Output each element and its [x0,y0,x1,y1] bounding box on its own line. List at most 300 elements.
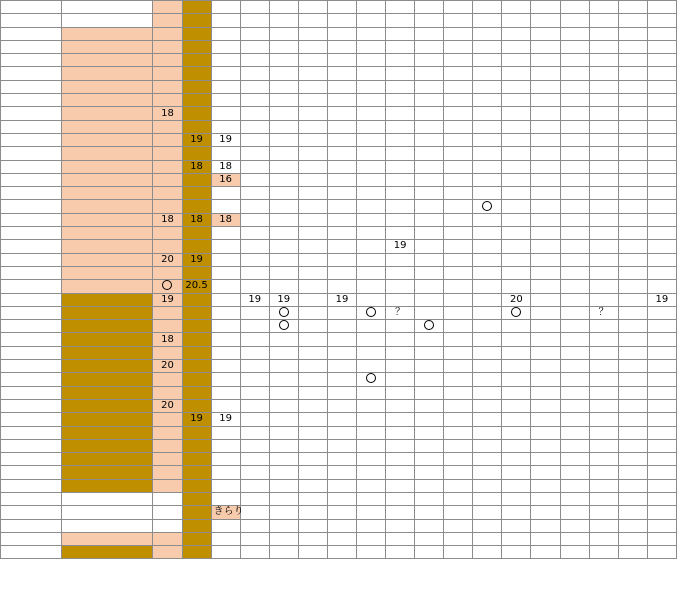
schedule-cell[interactable]: 19 [153,293,182,306]
schedule-cell[interactable] [269,532,298,545]
schedule-cell[interactable] [211,306,240,319]
schedule-cell[interactable] [182,306,211,319]
schedule-cell[interactable] [444,80,473,93]
schedule-cell[interactable] [589,133,618,146]
schedule-cell[interactable] [298,333,327,346]
schedule-cell[interactable] [560,466,589,479]
schedule-cell[interactable] [618,213,647,226]
schedule-cell[interactable] [240,399,269,412]
schedule-cell[interactable] [386,107,415,120]
schedule-cell[interactable] [386,479,415,492]
schedule-cell[interactable] [356,253,385,266]
schedule-cell[interactable] [444,293,473,306]
schedule-cell[interactable] [444,506,473,519]
schedule-cell[interactable] [531,546,560,559]
schedule-cell[interactable] [211,293,240,306]
schedule-cell[interactable] [618,492,647,505]
schedule-cell[interactable] [531,173,560,186]
schedule-cell[interactable] [618,306,647,319]
schedule-cell[interactable] [589,94,618,107]
schedule-cell[interactable] [211,67,240,80]
schedule-cell[interactable] [444,439,473,452]
schedule-cell[interactable] [327,253,356,266]
schedule-cell[interactable] [182,27,211,40]
schedule-cell[interactable] [240,360,269,373]
schedule-cell[interactable] [589,173,618,186]
schedule-cell[interactable] [153,346,182,359]
schedule-cell[interactable] [589,40,618,53]
schedule-cell[interactable] [444,346,473,359]
schedule-cell[interactable] [618,346,647,359]
schedule-cell[interactable] [386,67,415,80]
schedule-cell[interactable] [356,492,385,505]
schedule-cell[interactable] [589,386,618,399]
schedule-cell[interactable] [415,360,444,373]
schedule-cell[interactable] [589,266,618,279]
schedule-cell[interactable] [560,306,589,319]
schedule-cell[interactable] [327,120,356,133]
schedule-cell[interactable] [618,27,647,40]
schedule-cell[interactable] [327,240,356,253]
schedule-cell[interactable] [415,54,444,67]
schedule-cell[interactable] [473,94,502,107]
schedule-cell[interactable] [502,120,531,133]
schedule-cell[interactable] [415,120,444,133]
schedule-cell[interactable] [386,506,415,519]
schedule-cell[interactable] [327,200,356,213]
schedule-cell[interactable] [618,94,647,107]
schedule-cell[interactable] [356,519,385,532]
schedule-cell[interactable] [618,426,647,439]
schedule-cell[interactable] [589,253,618,266]
schedule-cell[interactable] [386,532,415,545]
schedule-cell[interactable] [269,94,298,107]
schedule-cell[interactable] [269,466,298,479]
schedule-cell[interactable] [211,54,240,67]
schedule-cell[interactable] [386,399,415,412]
schedule-cell[interactable] [153,306,182,319]
schedule-cell[interactable] [327,107,356,120]
schedule-cell[interactable] [386,213,415,226]
schedule-cell[interactable] [415,133,444,146]
schedule-cell[interactable] [589,426,618,439]
schedule-cell[interactable] [269,173,298,186]
schedule-cell[interactable] [182,333,211,346]
schedule-cell[interactable] [182,320,211,333]
schedule-cell[interactable] [182,519,211,532]
schedule-cell[interactable] [647,320,676,333]
schedule-cell[interactable] [269,373,298,386]
schedule-cell[interactable] [589,80,618,93]
schedule-cell[interactable] [269,360,298,373]
schedule-cell[interactable] [356,373,385,386]
schedule-cell[interactable] [531,373,560,386]
schedule-cell[interactable] [356,67,385,80]
schedule-cell[interactable] [531,532,560,545]
schedule-cell[interactable] [444,280,473,293]
schedule-cell[interactable] [589,532,618,545]
schedule-cell[interactable] [618,453,647,466]
schedule-cell[interactable] [618,413,647,426]
schedule-cell[interactable] [386,173,415,186]
schedule-cell[interactable] [560,360,589,373]
schedule-cell[interactable] [589,360,618,373]
schedule-cell[interactable]: 18 [182,213,211,226]
schedule-cell[interactable] [386,54,415,67]
schedule-cell[interactable] [444,133,473,146]
schedule-cell[interactable] [153,373,182,386]
schedule-cell[interactable] [618,200,647,213]
schedule-cell[interactable] [531,54,560,67]
schedule-cell[interactable] [153,54,182,67]
schedule-cell[interactable] [589,320,618,333]
schedule-cell[interactable] [473,479,502,492]
schedule-cell[interactable] [618,386,647,399]
schedule-cell[interactable] [240,266,269,279]
schedule-cell[interactable] [560,253,589,266]
schedule-cell[interactable] [327,333,356,346]
schedule-cell[interactable] [182,187,211,200]
schedule-cell[interactable] [502,346,531,359]
schedule-cell[interactable] [502,453,531,466]
schedule-cell[interactable] [386,160,415,173]
schedule-cell[interactable] [444,253,473,266]
schedule-cell[interactable] [240,120,269,133]
schedule-cell[interactable] [240,253,269,266]
schedule-cell[interactable] [240,506,269,519]
schedule-cell[interactable] [502,399,531,412]
schedule-cell[interactable] [182,453,211,466]
schedule-cell[interactable] [211,227,240,240]
schedule-cell[interactable] [182,360,211,373]
schedule-cell[interactable] [560,94,589,107]
schedule-cell[interactable] [240,94,269,107]
schedule-cell[interactable] [153,187,182,200]
schedule-cell[interactable] [444,360,473,373]
schedule-cell[interactable] [473,120,502,133]
schedule-cell[interactable] [182,54,211,67]
schedule-cell[interactable] [647,147,676,160]
schedule-cell[interactable] [502,386,531,399]
schedule-cell[interactable] [240,147,269,160]
schedule-cell[interactable] [269,253,298,266]
schedule-cell[interactable] [298,160,327,173]
schedule-cell[interactable] [647,426,676,439]
schedule-cell[interactable] [502,266,531,279]
schedule-cell[interactable] [240,54,269,67]
schedule-cell[interactable] [618,133,647,146]
schedule-cell[interactable] [269,426,298,439]
schedule-cell[interactable] [502,94,531,107]
schedule-cell[interactable] [589,27,618,40]
schedule-cell[interactable] [153,413,182,426]
schedule-cell[interactable] [647,532,676,545]
schedule-cell[interactable] [589,466,618,479]
schedule-cell[interactable] [269,492,298,505]
schedule-cell[interactable] [560,266,589,279]
schedule-cell[interactable] [560,293,589,306]
schedule-cell[interactable] [415,94,444,107]
schedule-cell[interactable] [589,67,618,80]
schedule-cell[interactable] [386,227,415,240]
schedule-cell[interactable] [211,386,240,399]
schedule-cell[interactable] [298,413,327,426]
schedule-cell[interactable] [182,266,211,279]
schedule-cell[interactable] [589,546,618,559]
schedule-cell[interactable] [269,27,298,40]
schedule-cell[interactable] [298,532,327,545]
schedule-cell[interactable] [647,200,676,213]
schedule-cell[interactable] [211,479,240,492]
schedule-cell[interactable] [444,266,473,279]
schedule-cell[interactable] [618,479,647,492]
schedule-cell[interactable] [356,546,385,559]
schedule-cell[interactable]: 20 [153,253,182,266]
schedule-cell[interactable] [415,466,444,479]
schedule-cell[interactable] [356,532,385,545]
schedule-cell[interactable] [502,439,531,452]
schedule-cell[interactable] [531,439,560,452]
schedule-cell[interactable] [327,94,356,107]
schedule-cell[interactable] [240,40,269,53]
schedule-cell[interactable] [444,426,473,439]
schedule-cell[interactable] [647,373,676,386]
schedule-cell[interactable] [647,479,676,492]
schedule-cell[interactable] [356,439,385,452]
schedule-cell[interactable] [647,346,676,359]
schedule-cell[interactable] [473,200,502,213]
schedule-cell[interactable] [356,213,385,226]
schedule-cell[interactable] [269,413,298,426]
schedule-cell[interactable] [298,492,327,505]
schedule-cell[interactable] [473,293,502,306]
schedule-cell[interactable] [298,266,327,279]
schedule-cell[interactable] [240,306,269,319]
schedule-cell[interactable] [473,320,502,333]
schedule-cell[interactable] [182,80,211,93]
schedule-cell[interactable] [386,266,415,279]
schedule-cell[interactable] [531,147,560,160]
schedule-cell[interactable] [415,200,444,213]
schedule-cell[interactable] [298,240,327,253]
schedule-cell[interactable] [560,200,589,213]
schedule-cell[interactable] [444,94,473,107]
schedule-cell[interactable] [444,399,473,412]
schedule-cell[interactable] [444,40,473,53]
schedule-cell[interactable] [415,280,444,293]
schedule-cell[interactable] [298,506,327,519]
schedule-cell[interactable] [298,54,327,67]
schedule-cell[interactable] [531,120,560,133]
schedule-cell[interactable] [415,373,444,386]
schedule-cell[interactable] [560,453,589,466]
schedule-cell[interactable] [298,253,327,266]
schedule-cell[interactable] [153,67,182,80]
schedule-cell[interactable] [444,147,473,160]
schedule-cell[interactable] [356,293,385,306]
schedule-cell[interactable] [211,546,240,559]
schedule-cell[interactable] [298,94,327,107]
schedule-cell[interactable] [182,120,211,133]
schedule-cell[interactable] [298,399,327,412]
schedule-cell[interactable] [211,94,240,107]
schedule-cell[interactable] [618,120,647,133]
schedule-cell[interactable] [182,293,211,306]
schedule-cell[interactable] [647,333,676,346]
schedule-cell[interactable]: 20 [502,293,531,306]
schedule-cell[interactable] [531,346,560,359]
schedule-cell[interactable] [356,107,385,120]
schedule-cell[interactable] [240,333,269,346]
schedule-cell[interactable] [502,80,531,93]
schedule-cell[interactable] [647,120,676,133]
schedule-cell[interactable] [356,133,385,146]
schedule-cell[interactable] [269,160,298,173]
schedule-cell[interactable] [327,147,356,160]
schedule-cell[interactable] [269,320,298,333]
schedule-cell[interactable]: 19 [182,133,211,146]
schedule-cell[interactable] [531,426,560,439]
schedule-cell[interactable] [153,426,182,439]
schedule-cell[interactable] [502,280,531,293]
schedule-cell[interactable] [531,160,560,173]
schedule-cell[interactable] [473,147,502,160]
schedule-cell[interactable] [211,320,240,333]
schedule-cell[interactable] [356,453,385,466]
schedule-cell[interactable] [560,280,589,293]
schedule-cell[interactable] [502,413,531,426]
schedule-cell[interactable] [502,506,531,519]
schedule-cell[interactable] [415,333,444,346]
schedule-cell[interactable] [153,519,182,532]
schedule-cell[interactable] [473,333,502,346]
schedule-cell[interactable] [327,173,356,186]
schedule-cell[interactable] [327,466,356,479]
schedule-cell[interactable] [618,293,647,306]
schedule-cell[interactable] [589,187,618,200]
schedule-cell[interactable] [502,240,531,253]
schedule-cell[interactable] [560,133,589,146]
schedule-cell[interactable] [444,67,473,80]
schedule-cell[interactable] [473,54,502,67]
schedule-cell[interactable] [444,187,473,200]
schedule-cell[interactable] [298,426,327,439]
schedule-cell[interactable] [182,386,211,399]
schedule-cell[interactable] [531,27,560,40]
schedule-cell[interactable] [153,546,182,559]
schedule-cell[interactable] [298,546,327,559]
schedule-cell[interactable] [647,360,676,373]
schedule-cell[interactable] [647,506,676,519]
schedule-cell[interactable] [211,187,240,200]
schedule-cell[interactable] [386,187,415,200]
schedule-cell[interactable] [269,120,298,133]
schedule-cell[interactable] [153,94,182,107]
schedule-cell[interactable] [647,306,676,319]
schedule-cell[interactable] [531,293,560,306]
schedule-cell[interactable] [531,492,560,505]
schedule-cell[interactable] [473,160,502,173]
schedule-cell[interactable] [356,80,385,93]
schedule-cell[interactable] [211,80,240,93]
schedule-cell[interactable] [473,346,502,359]
schedule-cell[interactable] [473,67,502,80]
schedule-cell[interactable] [618,333,647,346]
schedule-cell[interactable] [269,40,298,53]
schedule-cell[interactable] [211,453,240,466]
schedule-cell[interactable] [356,240,385,253]
schedule-cell[interactable] [182,399,211,412]
schedule-cell[interactable] [386,80,415,93]
schedule-cell[interactable] [473,492,502,505]
schedule-cell[interactable] [298,187,327,200]
schedule-cell[interactable] [327,426,356,439]
schedule-cell[interactable] [647,213,676,226]
schedule-cell[interactable] [386,94,415,107]
schedule-cell[interactable] [298,293,327,306]
schedule-cell[interactable] [240,546,269,559]
schedule-cell[interactable] [444,27,473,40]
schedule-cell[interactable] [240,200,269,213]
schedule-cell[interactable] [589,413,618,426]
schedule-cell[interactable] [415,453,444,466]
schedule-cell[interactable] [473,506,502,519]
schedule-cell[interactable] [153,40,182,53]
schedule-cell[interactable] [182,147,211,160]
schedule-cell[interactable] [356,426,385,439]
schedule-cell[interactable] [444,466,473,479]
schedule-cell[interactable] [240,240,269,253]
schedule-cell[interactable] [589,293,618,306]
schedule-cell[interactable] [444,479,473,492]
schedule-cell[interactable] [444,519,473,532]
schedule-cell[interactable] [298,439,327,452]
schedule-cell[interactable] [240,213,269,226]
schedule-cell[interactable] [211,27,240,40]
schedule-cell[interactable] [531,40,560,53]
schedule-cell[interactable] [182,532,211,545]
schedule-cell[interactable]: 20.5 [182,280,211,293]
schedule-cell[interactable] [531,133,560,146]
schedule-cell[interactable] [240,373,269,386]
schedule-cell[interactable] [298,173,327,186]
schedule-cell[interactable] [502,213,531,226]
schedule-cell[interactable] [269,266,298,279]
schedule-cell[interactable] [502,253,531,266]
schedule-cell[interactable] [211,40,240,53]
schedule-cell[interactable] [502,360,531,373]
schedule-cell[interactable]: 19 [647,293,676,306]
schedule-cell[interactable] [386,439,415,452]
schedule-cell[interactable] [211,399,240,412]
schedule-cell[interactable] [386,346,415,359]
schedule-cell[interactable] [618,519,647,532]
schedule-cell[interactable] [386,519,415,532]
schedule-cell[interactable] [618,466,647,479]
schedule-cell[interactable] [269,240,298,253]
schedule-cell[interactable] [502,373,531,386]
schedule-cell[interactable] [153,492,182,505]
schedule-cell[interactable] [269,346,298,359]
schedule-cell[interactable] [153,133,182,146]
schedule-cell[interactable] [153,173,182,186]
schedule-cell[interactable] [473,40,502,53]
schedule-cell[interactable] [531,266,560,279]
schedule-cell[interactable] [386,333,415,346]
schedule-cell[interactable] [269,54,298,67]
schedule-cell[interactable] [531,399,560,412]
schedule-cell[interactable] [560,107,589,120]
